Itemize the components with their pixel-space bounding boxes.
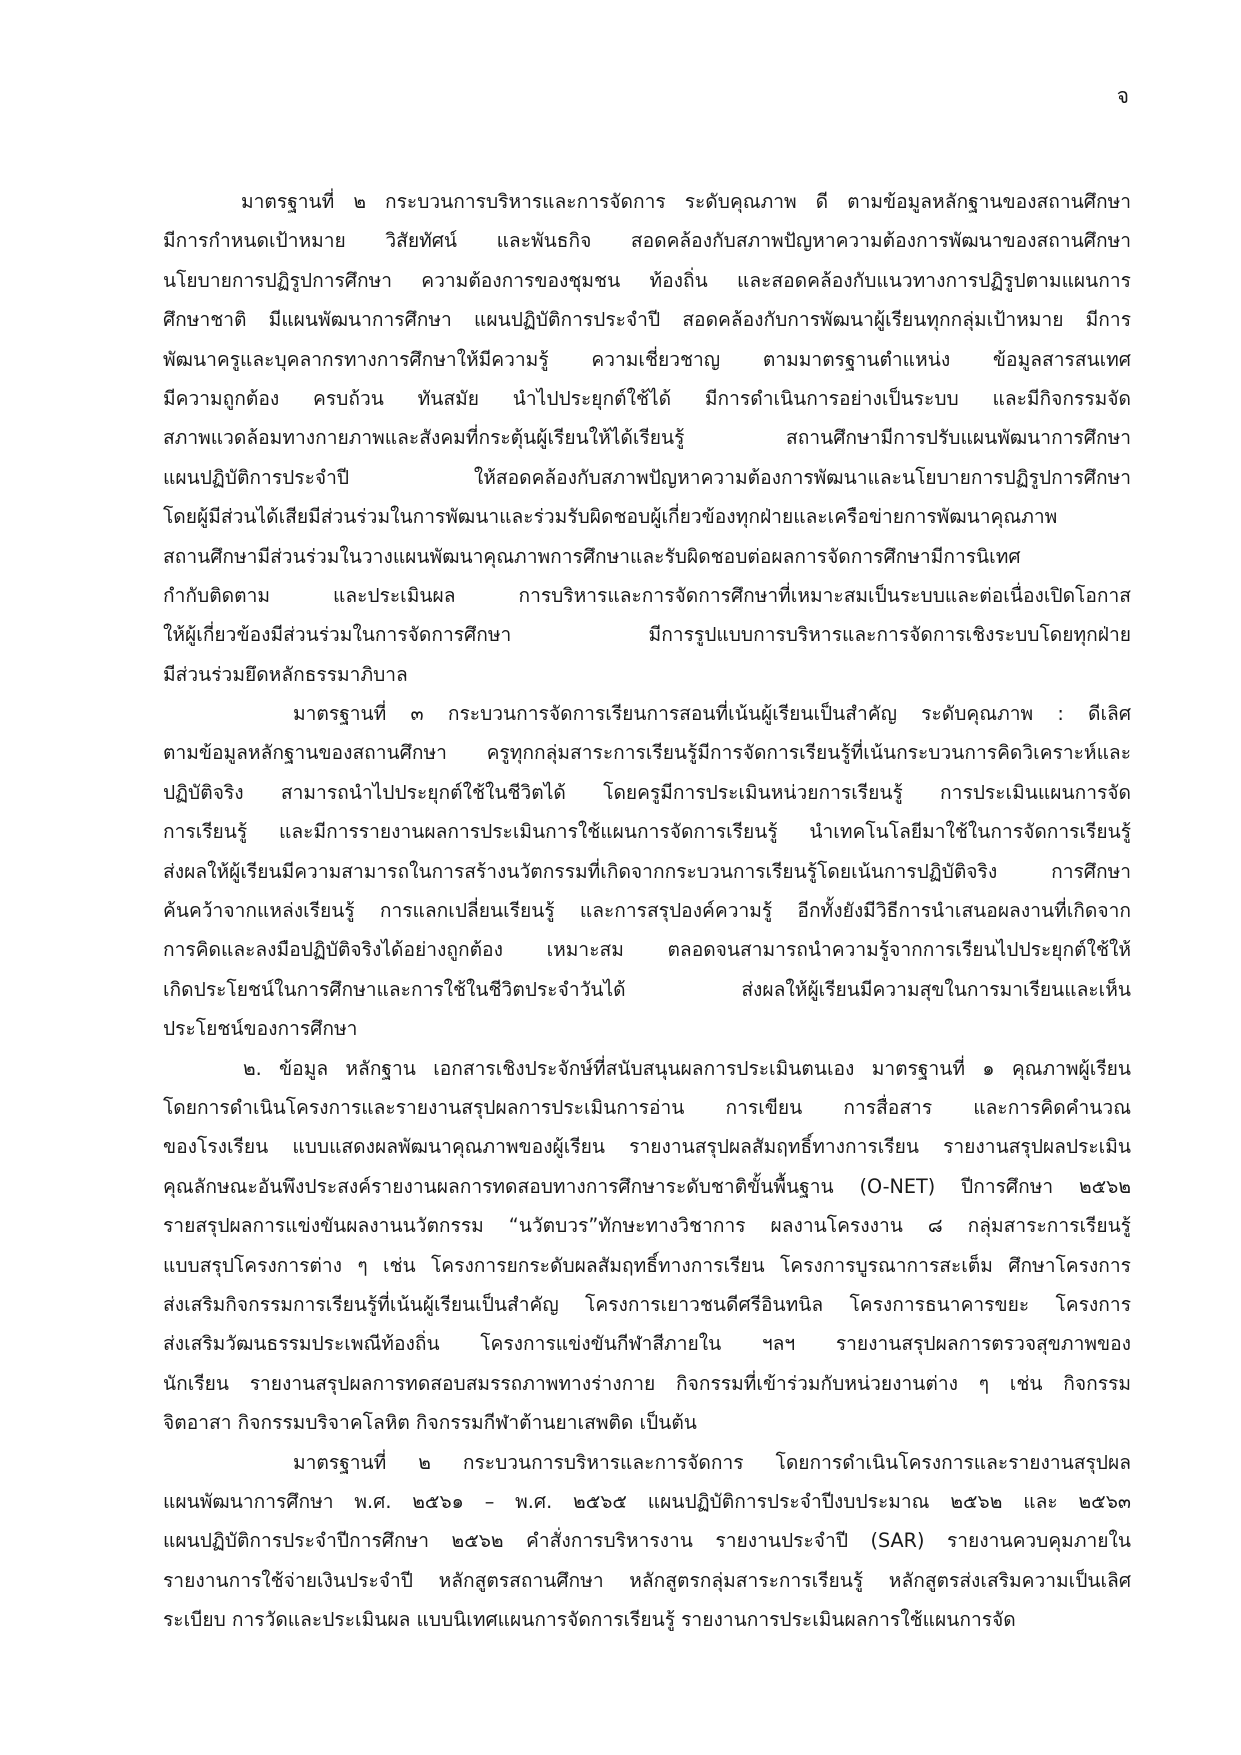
page-number: จ [1116,84,1129,108]
text-line: ศึกษาชาติ มีแผนพัฒนาการศึกษา แผนปฏิบัติการประจำปี สอดคล้องกับการพัฒนาผู้เรียนทุกกลุ่มเป้าหมาย มีการ [163,308,1131,332]
text-line: แผนพัฒนาการศึกษา พ.ศ. ๒๕๖๑ – พ.ศ. ๒๕๖๕ แผนปฏิบัติการประจำปีงบประมาณ ๒๕๖๒ และ ๒๕๖๓ [163,1489,1131,1513]
text-line: สถานศึกษามีส่วนร่วมในวางแผนพัฒนาคุณภาพการศึกษาและรับผิดชอบต่อผลการจัดการศึกษามีการนิเทศ [163,544,1021,568]
text-line: นักเรียน รายงานสรุปผลการทดสอบสมรรถภาพทางร่างกาย กิจกรรมที่เข้าร่วมกับหน่วยงานต่าง ๆ เช่น กิจกรรม [163,1371,1131,1395]
text-line: กำกับติดตาม และประเมินผล การบริหารและการจัดการศึกษาที่เหมาะสมเป็นระบบและต่อเนื่องเปิดโอกาส [163,583,1131,607]
text-line: พัฒนาครูและบุคลากรทางการศึกษาให้มีความรู้ ความเชี่ยวชาญ ตามมาตรฐานตำแหน่ง ข้อมูลสารสนเทศ [163,347,1131,371]
text-line: ของโรงเรียน แบบแสดงผลพัฒนาคุณภาพของผู้เรียน รายงานสรุปผลสัมฤทธิ์ทางการเรียน รายงานสรุปผลประเมิน [163,1135,1131,1159]
text-line: มีการกำหนดเป้าหมาย วิสัยทัศน์ และพันธกิจ สอดคล้องกับสภาพปัญหาความต้องการพัฒนาของสถานศึกษา [163,229,1131,253]
text-line: โดยผู้มีส่วนได้เสียมีส่วนร่วมในการพัฒนาและร่วมรับผิดชอบผู้เกี่ยวข้องทุกฝ่ายและเครือข่ายการพัฒนาคุณภาพ [163,505,1058,529]
paragraph [163,1049,1131,1443]
text-line: คุณลักษณะอันพึงประสงค์รายงานผลการทดสอบทางการศึกษาระดับชาติขั้นพื้นฐาน (O-NET) ปีการศึกษา ๒๕๖๒ [163,1174,1131,1198]
text-line: มาตรฐานที่ ๒ กระบวนการบริหารและการจัดการ ระดับคุณภาพ ดี ตามข้อมูลหลักฐานของสถานศึกษา [241,190,1131,213]
text-line: สภาพแวดล้อมทางกายภาพและสังคมที่กระตุ้นผู้เรียนให้ได้เรียนรู้ สถานศึกษามีการปรับแผนพัฒนาการศึกษา [163,426,1131,450]
text-line: มีส่วนร่วมยึดหลักธรรมาภิบาล [163,662,408,686]
text-line: เกิดประโยชน์ในการศึกษาและการใช้ในชีวิตประจำวันได้ ส่งผลให้ผู้เรียนมีความสุขในการมาเรียนและเห็น [163,977,1131,1001]
text-line: ค้นคว้าจากแหล่งเรียนรู้ การแลกเปลี่ยนเรียนรู้ และการสรุปองค์ความรู้ อีกทั้งยังมีวิธีการนำเสนอผลงานที่เกิดจาก [163,899,1131,923]
text-line: มีความถูกต้อง ครบถ้วน ทันสมัย นำไปประยุกต์ใช้ได้ มีการดำเนินการอย่างเป็นระบบ และมีกิจกรรมจัด [163,386,1131,410]
text-line: ให้ผู้เกี่ยวข้องมีส่วนร่วมในการจัดการศึกษา มีการรูปแบบการบริหารและการจัดการเชิงระบบโดยทุกฝ่าย [163,623,1131,647]
body-text [163,182,1131,1639]
text-line: มาตรฐานที่ ๒ กระบวนการบริหารและการจัดการ โดยการดำเนินโครงการและรายงานสรุปผล [293,1450,1131,1474]
text-line: ปฏิบัติจริง สามารถนำไปประยุกต์ใช้ในชีวิตได้ โดยครูมีการประเมินหน่วยการเรียนรู้ การประเมินแผนการจัด [163,780,1131,804]
text-line: ตามข้อมูลหลักฐานของสถานศึกษา ครูทุกกลุ่มสาระการเรียนรู้มีการจัดการเรียนรู้ที่เน้นกระบวนการคิดวิเคราะห์และ [163,741,1131,765]
text-line: ระเบียบ การวัดและประเมินผล แบบนิเทศแผนการจัดการเรียนรู้ รายงานการประเมินผลการใช้แผนการจัด [163,1608,1016,1632]
text-line: มาตรฐานที่ ๓ กระบวนการจัดการเรียนการสอนที่เน้นผู้เรียนเป็นสำคัญ ระดับคุณภาพ : ดีเลิศ [293,702,1131,726]
paragraph [163,182,1131,694]
paragraph [163,694,1131,1049]
text-line: โดยการดำเนินโครงการและรายงานสรุปผลการประเมินการอ่าน การเขียน การสื่อสาร และการคิดคำนวณ [163,1095,1131,1119]
text-line: ประโยชน์ของการศึกษา [163,1017,358,1041]
text-line: จิตอาสา กิจกรรมบริจาคโลหิต กิจกรรมกีฬาต้านยาเสพติด เป็นต้น [163,1411,697,1435]
text-line: ส่งเสริมวัฒนธรรมประเพณีท้องถิ่น โครงการแข่งขันกีฬาสีภายใน ฯลฯ รายงานสรุปผลการตรวจสุขภาพของ [163,1332,1131,1356]
text-line: แผนปฏิบัติการประจำปีการศึกษา ๒๕๖๒ คำสั่งการบริหารงาน รายงานประจำปี (SAR) รายงานควบคุมภายใน [163,1529,1131,1553]
text-line: นโยบายการปฏิรูปการศึกษา ความต้องการของชุมชน ท้องถิ่น และสอดคล้องกับแนวทางการปฏิรูปตามแผนการ [163,268,1131,292]
text-line: ส่งผลให้ผู้เรียนมีความสามารถในการสร้างนวัตกรรมที่เกิดจากกระบวนการเรียนรู้โดยเน้นการปฏิบัติจริง การศึกษา [163,859,1131,883]
text-line: การคิดและลงมือปฏิบัติจริงได้อย่างถูกต้อง เหมาะสม ตลอดจนสามารถนำความรู้จากการเรียนไปประยุกต์ใช้ให้ [163,938,1131,962]
text-line: ส่งเสริมกิจกรรมการเรียนรู้ที่เน้นผู้เรียนเป็นสำคัญ โครงการเยาวชนดีศรีอินทนิล โครงการธนาคารขยะ โครงการ [163,1292,1131,1316]
text-line: รายสรุปผลการแข่งขันผลงานนวัตกรรม “นวัตบวร”ทักษะทางวิชาการ ผลงานโครงงาน ๘ กลุ่มสาระการเรียนรู้ [163,1214,1131,1238]
text-line: การเรียนรู้ และมีการรายงานผลการประเมินการใช้แผนการจัดการเรียนรู้ นำเทคโนโลยีมาใช้ในการจัดการเรียนรู้ [163,820,1131,844]
text-line: ๒. ข้อมูล หลักฐาน เอกสารเชิงประจักษ์ที่สนับสนุนผลการประเมินตนเอง มาตรฐานที่ ๑ คุณภาพผู้เรียน [243,1056,1131,1080]
text-line: แผนปฏิบัติการประจำปี ให้สอดคล้องกับสภาพปัญหาความต้องการพัฒนาและนโยบายการปฏิรูปการศึกษา [163,465,1131,489]
text-line: แบบสรุปโครงการต่าง ๆ เช่น โครงการยกระดับผลสัมฤทธิ์ทางการเรียน โครงการบูรณาการสะเต็ม ศึกษาโครงการ [163,1253,1131,1277]
paragraph [163,1443,1131,1640]
text-line: รายงานการใช้จ่ายเงินประจำปี หลักสูตรสถานศึกษา หลักสูตรกลุ่มสาระการเรียนรู้ หลักสูตรส่งเสริมความเป็นเลิศ [163,1568,1131,1592]
